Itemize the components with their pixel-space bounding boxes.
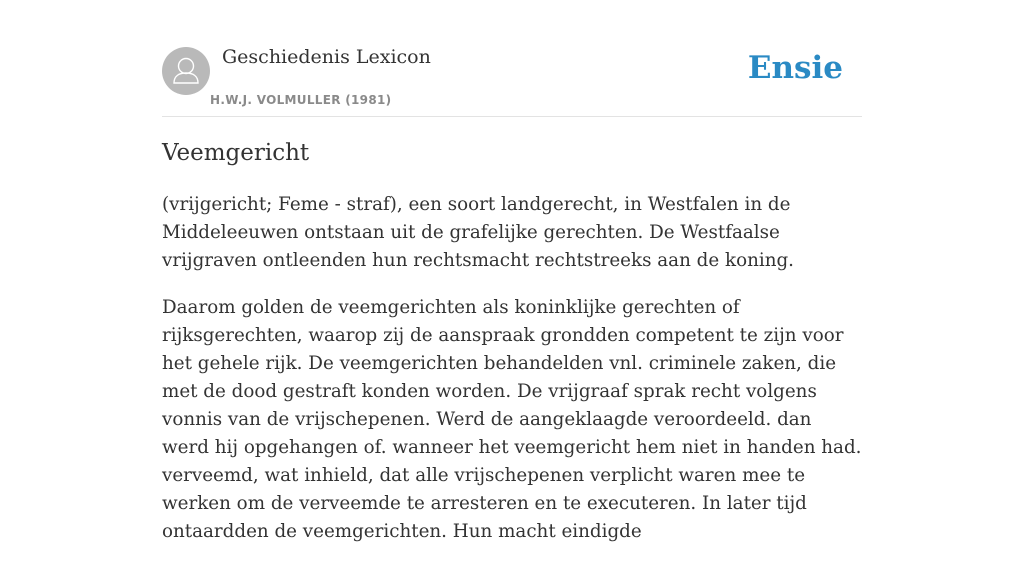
article-body xyxy=(162,191,862,565)
avatar[interactable] xyxy=(162,47,210,95)
source-title[interactable]: Geschiedenis Lexicon xyxy=(222,46,431,68)
user-silhouette-icon xyxy=(162,47,210,95)
brand-logo[interactable]: Ensie xyxy=(747,50,843,86)
article-title: Veemgericht xyxy=(162,140,310,166)
source-header xyxy=(162,0,862,117)
page-container xyxy=(162,0,862,542)
article-paragraph: (vrijgericht; Feme - straf), een soort landgerecht, in Westfalen in de Middeleeuwen ontstaan uit de grafelijke gerechten. De Westfaalse vrijgraven ontleenden hun rechtsmacht rechtstreeks aan de koning. xyxy=(162,194,794,271)
article-paragraph: Daarom golden de veemgerichten als koninklijke gerechten of rijksgerechten, waarop zij de aanspraak grondden competent te zijn voor het gehele rijk. De veemgerichten behandelden vnl. criminele zaken, die met de dood gestraft konden worden. De vrijgraaf sprak recht volgens vonnis van de vrijschepenen. Werd de aangeklaagde veroordeeld. dan werd hij opgehangen of. wanneer het veemgericht hem niet in handen had. verveemd, wat inhield, dat alle vrijschepenen verplicht waren mee te werken om de verveemde te arresteren en te executeren. In later tijd ontaardden de veemgerichten. Hun macht eindigde xyxy=(162,297,862,542)
source-author[interactable]: H.W.J. VOLMULLER (1981) xyxy=(210,93,392,107)
